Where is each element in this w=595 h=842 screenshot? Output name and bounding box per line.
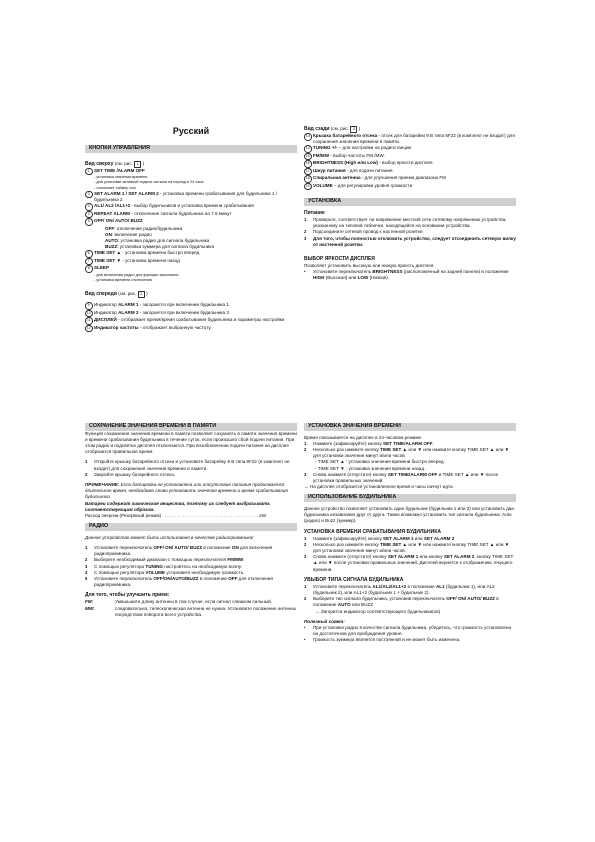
alarm-type-step: 1 Установите переключатель AL1/AL2/AL1+2 в положение AL1 (будильник 1), или AL2 (будильник 2), или AL1+2 (будильник 1 + будильник 2). xyxy=(304,583,495,596)
item-number: 1 xyxy=(85,168,93,176)
radio-note: Данное устройство может быть использовано в качестве радиоприемника! xyxy=(85,534,254,540)
improve-fm: FM: Умешьшите длину антенны в том случае, если сигнал слишком сильный. xyxy=(85,599,272,605)
radio-header: РАДИО xyxy=(85,523,297,531)
power-list xyxy=(304,217,516,248)
set-time-step: 2 Несколько раз нажмите кнопку TIME SET ▲ или ▼ или нажмите кнопку TIME SET ▲ или ▼ для установки значения минут и/или часов. xyxy=(304,447,510,459)
item-number: 7 xyxy=(85,258,93,266)
brightness-title: ВЫБОР ЯРКОСТИ ДИСПЛЕЯ xyxy=(304,256,375,263)
item-number: 13 xyxy=(304,133,312,141)
item-number: 18 xyxy=(304,175,312,183)
item-number: 11 xyxy=(85,317,93,325)
front-view-list xyxy=(85,302,297,332)
item-number: 3 xyxy=(85,203,93,211)
item-number: 2 xyxy=(85,191,93,199)
battery-warning: Батареи содержат химические вещества, поэтому их следует выбрасывать соответствующим образом. xyxy=(85,500,271,512)
language-title: Русский xyxy=(172,126,210,136)
control-item: AUTO: установка радио для сигнала будильника xyxy=(105,238,210,244)
memory-header: СОХРАНЕНИЕ ЗНАЧЕНИЯ ВРЕМЕНИ В ПАМЯТИ xyxy=(85,423,297,431)
item-number: 3 xyxy=(304,554,307,560)
set-time-step: 1 Нажмите (зафиксируйте) кнопку SET TIME/ALARM OFF. xyxy=(304,440,434,446)
alarm-type-list xyxy=(304,584,516,609)
alarm-time-step: 2 Несколько раз нажмите кнопку TIME SET ▲ или ▼ или нажмите кнопку TIME SET ▲ или ▼ для установки значения минут и/или часов. xyxy=(304,541,510,554)
control-item: - установка значения времени xyxy=(94,175,148,180)
control-item: 3 AL1/ AL2 /AL1+2 - выбор будильников и установка времени срабатывания xyxy=(85,203,297,211)
set-time-header: УСТАНОВКА ЗНАЧЕНИЯ ВРЕМЕНИ xyxy=(304,423,516,431)
power-title: Питание xyxy=(304,210,325,216)
control-item: - для установки активной подачи сигнала на период в 24 часа xyxy=(94,180,204,185)
item-number: 17 xyxy=(304,168,312,176)
alarm-type-title: УВЫБОР ТИПА СИГНАЛА БУДИЛЬНИКА xyxy=(304,576,404,583)
item-number: 2 xyxy=(85,471,88,477)
alarm-type-arrow: → Загорится индикатор соответствующего будильника(ов) xyxy=(315,608,441,614)
left-column-top xyxy=(85,126,297,332)
right-column-top xyxy=(304,126,516,282)
control-item: ON: включение радио xyxy=(105,231,152,237)
back-item: 15 FM/MW - выбор частоты FM /MW. xyxy=(304,153,516,161)
radio-list xyxy=(85,545,297,588)
back-item: 18 Спиральная антенна - для улучшения приема диапазона FM xyxy=(304,175,516,183)
top-view-title: Вид сверху (см. рис. 1 ) xyxy=(85,160,145,167)
item-number: 19 xyxy=(304,183,312,191)
item-number: 4 xyxy=(85,211,93,219)
item-number: 1 xyxy=(304,440,307,446)
item-number: 1 xyxy=(85,545,88,551)
power-step: 1 Проверьте, соответствует ли напряжение местной сети сетевому напряжению устройства, указанному на типовой табличке, находящейся на основании устройства. xyxy=(304,217,507,229)
back-item: 17 Шнур питания - для подачи питания xyxy=(304,168,516,176)
set-time-text: Время показывается на дисплее в 24-часовом режиме. xyxy=(304,434,423,440)
item-number: 3 xyxy=(304,235,307,241)
item-number: 1 xyxy=(85,459,88,465)
back-item: 13 Крышка батарейного отсека - отсек для батарейки 9 В типа 6F22 (в комплект не входит) для сохранения значения времени в памяти. xyxy=(305,133,515,145)
radio-step: 4 С помощью регулятора VOLUME установите необходимую громкость. xyxy=(85,569,245,575)
alarm-time-step: 3 Снова нажмите (отпустите) кнопку SET ALARM 1 или кнопку SET ALARM 2, кнопку TIME SET ▲ или ▼ после установки правильных значений. Дисплей вернется к отображению текущего времени. xyxy=(304,554,514,572)
item-number: 8 xyxy=(85,265,93,273)
radio-step: 2 Выберите необходимый диапазон с помощью переключателя FM/MW xyxy=(85,557,244,563)
tip-title: Полезный совет: xyxy=(304,618,345,624)
item-number: 15 xyxy=(304,153,312,161)
tip-item: • Громкость зуммера является постоянной и не может быть изменена. xyxy=(304,637,461,643)
item-number: 1 xyxy=(304,535,307,541)
left-column-bottom xyxy=(85,423,297,618)
item-number: 1 xyxy=(304,217,307,222)
item-number: 2 xyxy=(304,541,307,547)
set-time-item-3: 3 Снова нажмите (отпустите) кнопку SET TIME/ALARM OFF и TIME SET ▲ или ▼ после установки правильных значений. xyxy=(304,471,499,484)
set-time-arrow: → На дисплее отобразится установленное время и часы начнут идти. xyxy=(304,484,454,490)
item-number: 2 xyxy=(304,596,307,602)
memory-step: 1 Откройте крышку батарейного отсека и установите батарейку 9 В типа 6F22 (в комплект не входит) для сохранения значения времени в памяти. xyxy=(85,459,290,471)
memory-step: 2 Закройте крышку батарейного отсека. xyxy=(85,471,176,477)
item-number: 6 xyxy=(85,250,93,258)
indicator-item: 9 Индикатор ALARM 1 - загорается при включении будильника 1. xyxy=(85,302,297,310)
item-number: 12 xyxy=(85,325,93,333)
control-item: - для включения радио для функции засыпания xyxy=(94,272,179,277)
indicator-item: 11 ДИСПЛЕЙ - отображает время/время срабатывания будильника и параметры настройки xyxy=(85,317,297,325)
brightness-text: Позволяет установить высокую или низкую яркость дисплея. xyxy=(304,263,435,269)
use-alarm-header: ИСПОЛЬЗОВАНИЕ БУДИЛЬНИКА xyxy=(304,494,516,502)
control-item: 5 OFF/ ON/ AUTO/ BUZZ xyxy=(85,218,297,226)
control-item: 6 TIME SET ▲ - установка времени быстро вперед xyxy=(85,250,297,258)
item-number: 9 xyxy=(85,302,93,310)
alarm-type-step: 2 Выберите тип сигнала будильника, установив переключатель OFF/ ON/ AUTO/ BUZZ в положение AUTO или BUZZ xyxy=(304,596,499,608)
control-item: BUZZ: установка зуммера для сигнала будильника xyxy=(105,244,215,250)
back-view-title: Вид сзади (см. рис. 3 ) xyxy=(304,126,361,132)
control-item: OFF: отключение радио/будильника xyxy=(105,225,183,231)
item-number: 14 xyxy=(304,145,312,153)
item-number: 10 xyxy=(85,310,93,318)
backup-power: Расход энергии (Резервный режим) . . . . . . . . . . . . . . . . . . . . . . . . . . . . . . . . . . . . . . 2W xyxy=(85,513,267,519)
power-step: 3 Для того, чтобы полностью отключить устройство, следует отсоединить сетевую вилку от настенной розетки. xyxy=(304,235,516,247)
control-item: 1 SET TIME /ALARM OFF xyxy=(85,168,297,176)
tip-item: • При установке радио в качестве сигнала будильника, убедитесь, что громкость установлена на достаточном для пробуждения уровне. xyxy=(304,625,512,637)
item-number: 1 xyxy=(304,583,307,589)
control-item: 2 SET ALARM 1 / SET ALARM 2 - установка времени срабатывания для будильника 1 / будильника 2 xyxy=(85,191,297,203)
radio-step: 1 Установите переключатель OFF/ ON/ AUTO/ BUZZ в положение ON для включения радиоприемника. xyxy=(85,545,273,557)
item-number: 2 xyxy=(304,447,307,452)
memory-note: ПРИМЕЧАНИЕ: Если батарейка не установлена или отсутствие питания продолжается длительное время, необходимо снова установить значения времени и время срабатывания будильника. xyxy=(85,482,288,500)
control-item: - отключает таймер сна. xyxy=(94,185,137,190)
control-item: 8 SLEEP xyxy=(85,265,297,273)
brightness-bullet: • Установите переключатель BRIGHTNESS (расположенный на задней панели) в положение HIGH (Высокая) или LOW (Низкая). xyxy=(304,269,509,281)
item-number: 2 xyxy=(85,557,88,563)
control-item: 4 REPEAT ALARM - отключение сигнала будильника на 7.6 минут xyxy=(85,211,297,219)
controls-header: КНОПКИ УПРАВЛЕНИЯ xyxy=(85,145,297,153)
control-item: - установка времени отключения xyxy=(94,278,153,283)
alarm-time-step: 1 Нажмите (зафиксируйте) кнопку SET ALARM 1 или SET ALARM 2 xyxy=(304,535,455,541)
radio-step: 5 Установите переключатель OFF/ON/AUTO/BUZZ в положение OFF для отключения радиоприемника. xyxy=(85,576,273,588)
indicator-item: 12 Индикатор частоты - отображает выбранную частоту. xyxy=(85,325,297,333)
item-number: 4 xyxy=(85,569,88,575)
improve-title: Для того, чтобы улучшить прием: xyxy=(85,592,170,599)
front-view-title: Вид спереди (см. рис. 2 ) xyxy=(85,291,148,298)
top-view-list xyxy=(85,168,297,284)
install-header: УСТАНОВКА xyxy=(304,198,516,206)
control-item: 7 TIME SET ▼ - установка времени назад xyxy=(85,258,297,266)
right-column-bottom xyxy=(304,423,516,644)
alarm-time-title: УСТАНОВКА ВРЕМЕНИ СРАБАТЫВАНИЯ БУДИЛЬНИКА xyxy=(304,528,441,535)
back-item: 14 TUNING +/- – для настройки на радиостанции xyxy=(304,145,516,153)
alarm-time-list xyxy=(304,536,516,573)
memory-text: Функция сохранения значения времени в памяти позволяет сохранять в памяти значения времени и времени срабатывания будильника в течение суток, если произошло сбой подачи питания. При этом радио и подсветка дисплея отключаются. При возобновлении подачи питания на дисплее отобразится правильное время. xyxy=(85,430,297,455)
back-item: 19 VOLUME – для регулировки уровня громкости xyxy=(304,183,516,191)
radio-step: 3 С помощью регулятора TUNING настройтесь на необходимую волну. xyxy=(85,563,242,569)
power-step: 2 Подсоедините сетевой провод к настенной розетке. xyxy=(304,229,424,235)
memory-list xyxy=(85,459,297,478)
back-item: 16 BRIGHTNESS (High или Low) - выбор яркости дисплея xyxy=(304,160,516,168)
back-view-list xyxy=(304,133,516,190)
use-alarm-text: Данное устройство позволяет установить один будильник (будильник 1 или 2) или установить два будильника независимо друг от друга. Также возможно установить тип сигнала будильника: Auto (радио) и Buzz (зуммер). xyxy=(304,506,514,524)
indicator-item: 10 Индикатор ALARM 2 - загорается при включении будильника 2. xyxy=(85,310,297,318)
set-time-sub1: - TIME SET ▲ : установка значения времени быстро вперед. xyxy=(315,459,445,465)
set-time-list xyxy=(304,441,516,460)
improve-mw: MW: следовательно, телескопическая антенна не нужна. Установите положение антенны посредством поворота всего устройства. xyxy=(85,605,296,617)
set-time-sub2: - TIME SET ▼ : установка значения времени назад. xyxy=(315,465,426,471)
tips-list xyxy=(304,625,516,644)
item-number: 16 xyxy=(304,160,312,168)
item-number: 5 xyxy=(85,218,93,226)
item-number: 3 xyxy=(85,563,88,569)
item-number: 5 xyxy=(85,576,88,582)
item-number: 2 xyxy=(304,229,307,235)
